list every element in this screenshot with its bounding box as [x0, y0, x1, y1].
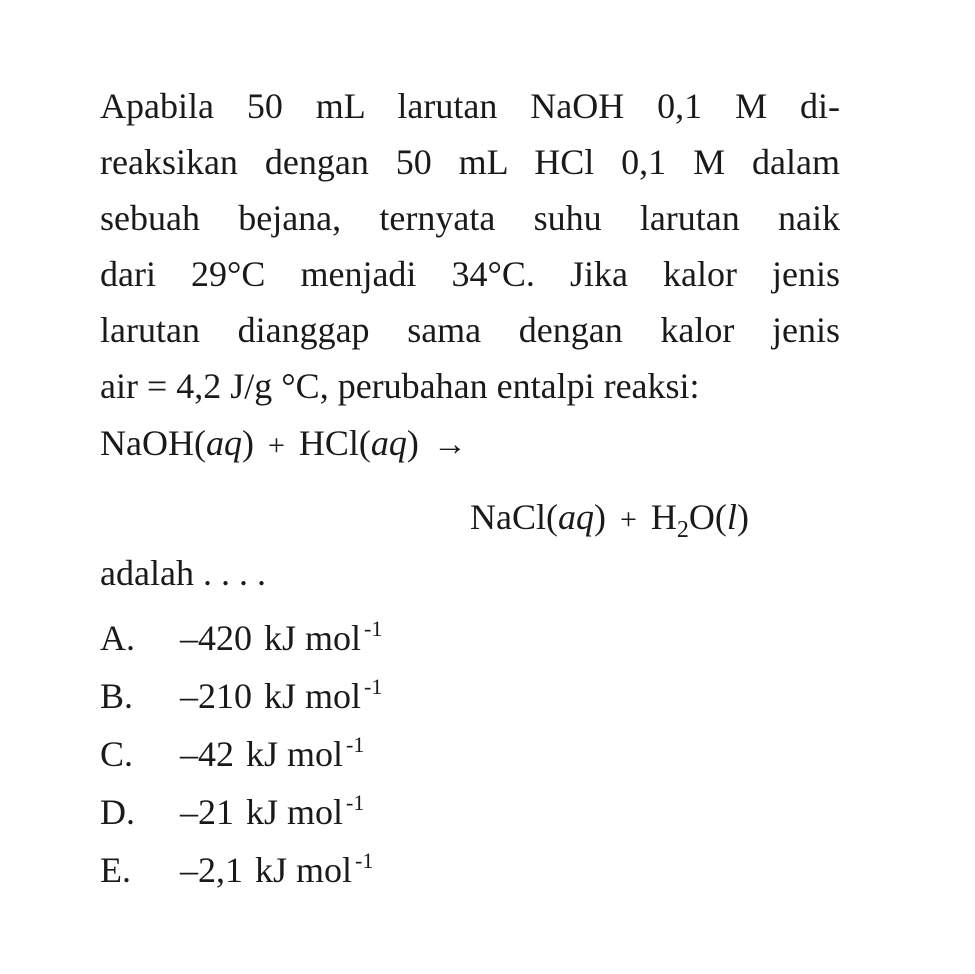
option-unit: [264, 658, 382, 725]
option-unit: [246, 716, 364, 783]
lead-text: adalah . . . .: [100, 553, 266, 593]
option-a[interactable]: [100, 600, 382, 658]
unit-exponent: -1: [355, 848, 374, 873]
subscript-2: 2: [676, 517, 689, 543]
option-value: –210: [180, 676, 252, 716]
reactant-naoh: NaOH(aq): [100, 423, 254, 463]
formula-naoh: NaOH: [100, 423, 194, 463]
question-line: sebuah bejana, ternyata suhu larutan naik: [100, 198, 840, 238]
question-line: dari 29°C menjadi 34°C. Jika kalor jenis: [100, 254, 840, 294]
option-unit: [246, 774, 364, 841]
option-e[interactable]: [100, 832, 382, 890]
unit-exponent: -1: [364, 616, 383, 641]
option-letter: C.: [100, 734, 134, 774]
question-line: larutan dianggap sama dengan kalor jenis: [100, 310, 840, 350]
unit-text: kJ mol: [246, 734, 344, 774]
state-aq: aq: [370, 423, 407, 463]
unit-exponent: -1: [346, 790, 365, 815]
question-line: reaksikan dengan 50 mL HCl 0,1 M dalam: [100, 142, 840, 182]
option-letter: D.: [100, 792, 135, 832]
option-unit: [264, 600, 382, 667]
plus-sign: +: [267, 429, 285, 462]
formula-hcl: HCl: [298, 423, 359, 463]
question-text: [100, 78, 840, 414]
unit-text: kJ mol: [264, 676, 362, 716]
reaction-arrow: →: [432, 426, 467, 463]
plus-sign: +: [620, 503, 637, 536]
formula-o: O: [688, 497, 715, 537]
reactant-hcl: HCl(aq): [298, 423, 419, 463]
product-water: $H_2O(l)$: [650, 497, 749, 543]
state-aq: aq: [558, 497, 594, 537]
unit-exponent: -1: [346, 732, 365, 757]
option-letter: A.: [100, 618, 135, 658]
option-b[interactable]: [100, 658, 382, 716]
unit-exponent: -1: [364, 674, 383, 699]
option-d[interactable]: [100, 774, 382, 832]
state-aq: aq: [205, 423, 242, 463]
unit-text: kJ mol: [246, 792, 344, 832]
unit-text: kJ mol: [264, 618, 362, 658]
product-nacl: NaCl(aq): [470, 497, 606, 537]
option-value: –42: [180, 734, 234, 774]
formula-nacl: NaCl: [470, 497, 546, 537]
option-value: –420: [180, 618, 252, 658]
option-c[interactable]: [100, 716, 382, 774]
option-letter: B.: [100, 676, 134, 716]
equation-reactants: [100, 418, 467, 471]
question-line: air = 4,2 J/g °C, perubahan entalpi reaksi:: [100, 366, 700, 406]
answer-options: [100, 600, 382, 890]
state-l: l: [726, 497, 737, 537]
formula-h: H: [650, 497, 677, 537]
option-value: –21: [180, 792, 234, 832]
equation-products: [470, 492, 749, 555]
unit-text: kJ mol: [255, 850, 353, 890]
option-letter: E.: [100, 850, 131, 890]
question-line: Apabila 50 mL larutan NaOH 0,1 M di-: [100, 86, 840, 126]
option-unit: [255, 832, 373, 899]
option-value: –2,1: [180, 850, 243, 890]
